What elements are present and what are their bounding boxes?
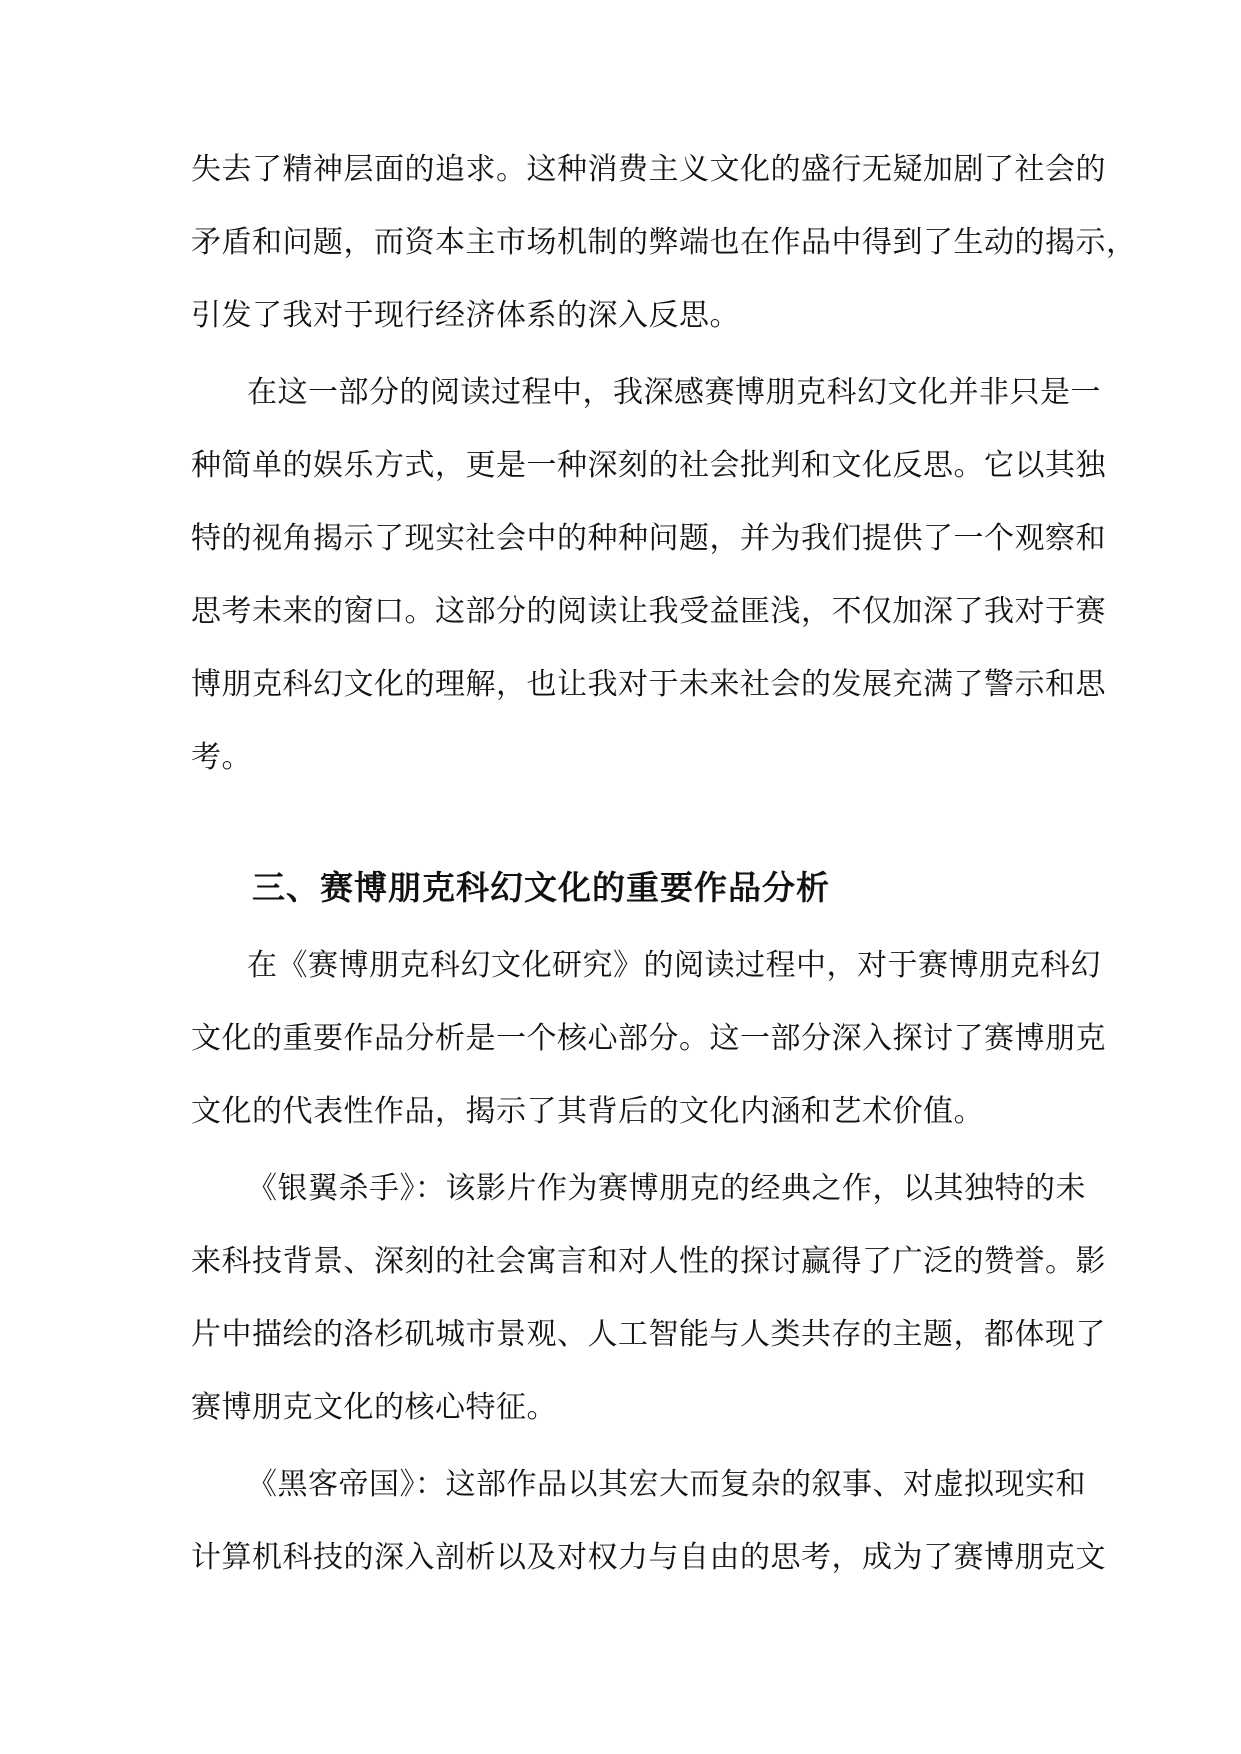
section-heading: 三、赛博朋克科幻文化的重要作品分析: [252, 868, 830, 907]
paragraph-line: 引发了我对于现行经济体系的深入反思。: [191, 298, 740, 333]
paragraph-line: 计算机科技的深入剖析以及对权力与自由的思考，成为了赛博朋克文: [191, 1540, 1106, 1575]
paragraph-line: 矛盾和问题，而资本主市场机制的弊端也在作品中得到了生动的揭示，: [191, 225, 1137, 260]
paragraph-line: 种简单的娱乐方式，更是一种深刻的社会批判和文化反思。它以其独: [191, 448, 1106, 483]
paragraph-line: 《银翼杀手》：该影片作为赛博朋克的经典之作，以其独特的未: [247, 1171, 1086, 1206]
paragraph-line: 博朋克科幻文化的理解，也让我对于未来社会的发展充满了警示和思: [191, 667, 1106, 702]
paragraph-line: 片中描绘的洛杉矶城市景观、人工智能与人类共存的主题，都体现了: [191, 1317, 1106, 1352]
paragraph-line: 文化的代表性作品，揭示了其背后的文化内涵和艺术价值。: [191, 1094, 984, 1129]
paragraph-line: 在《赛博朋克科幻文化研究》的阅读过程中，对于赛博朋克科幻: [247, 948, 1101, 983]
paragraph-line: 赛博朋克文化的核心特征。: [191, 1390, 557, 1425]
paragraph-line: 文化的重要作品分析是一个核心部分。这一部分深入探讨了赛博朋克: [191, 1021, 1106, 1056]
paragraph-line: 考。: [191, 740, 252, 775]
paragraph-line: 特的视角揭示了现实社会中的种种问题，并为我们提供了一个观察和: [191, 521, 1106, 556]
paragraph-line: 失去了精神层面的追求。这种消费主义文化的盛行无疑加剧了社会的: [191, 152, 1106, 187]
paragraph-line: 来科技背景、深刻的社会寓言和对人性的探讨赢得了广泛的赞誉。影: [191, 1244, 1106, 1279]
paragraph-line: 《黑客帝国》：这部作品以其宏大而复杂的叙事、对虚拟现实和: [247, 1467, 1086, 1502]
paragraph-line: 在这一部分的阅读过程中，我深感赛博朋克科幻文化并非只是一: [247, 375, 1101, 410]
paragraph-line: 思考未来的窗口。这部分的阅读让我受益匪浅，不仅加深了我对于赛: [191, 594, 1106, 629]
